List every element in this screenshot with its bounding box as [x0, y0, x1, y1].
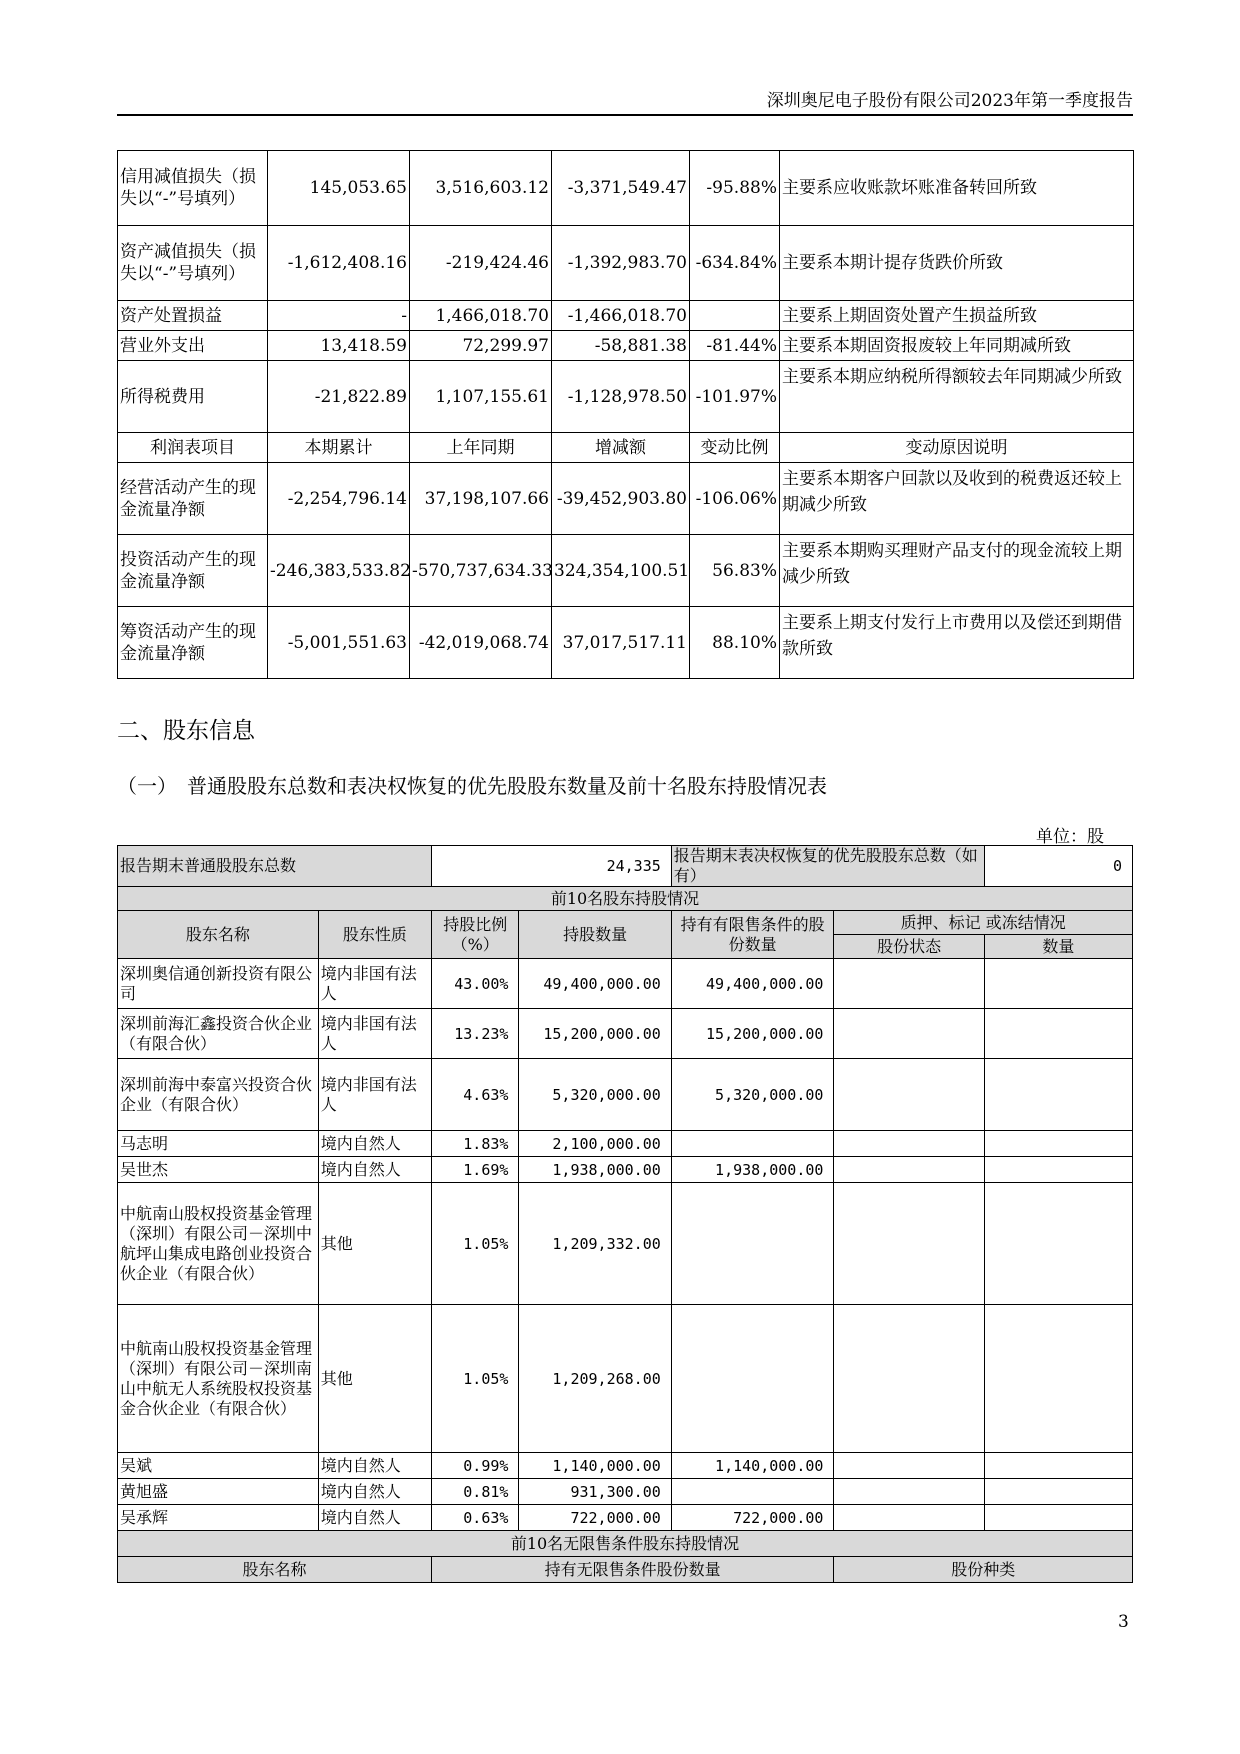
prior-value: 37,198,107.66 [410, 463, 552, 535]
summary-row [118, 846, 1133, 887]
holder-ratio: 1.69% [431, 1157, 518, 1183]
pledge-status [834, 1131, 984, 1157]
reason-text: 主要系本期购买理财产品支付的现金流较上期减少所致 [780, 535, 1134, 607]
total-holders-value: 24,335 [431, 846, 671, 887]
reason-text: 主要系应收账款坏账准备转回所致 [780, 151, 1134, 226]
table-row [118, 607, 1134, 679]
col-name: 股东名称 [118, 911, 319, 959]
bottom-col-name: 股东名称 [118, 1557, 432, 1583]
holder-name: 中航南山股权投资基金管理（深圳）有限公司－深圳南山中航无人系统股权投资基金合伙企业（有限合伙） [118, 1305, 319, 1453]
holder-name: 深圳前海中泰富兴投资合伙企业（有限合伙） [118, 1059, 319, 1131]
pledge-status [834, 1453, 984, 1479]
holder-ratio: 0.99% [431, 1453, 518, 1479]
table-row [118, 463, 1134, 535]
header-ratio: 变动比例 [690, 433, 780, 463]
col-pledge: 质押、标记 或冻结情况 [834, 911, 1133, 935]
top10-title: 前10名股东持股情况 [118, 887, 1133, 911]
section-subtitle: （一） 普通股股东总数和表决权恢复的优先股股东数量及前十名股东持股情况表 [117, 774, 827, 798]
page-number: 3 [1118, 1612, 1129, 1632]
pledge-status [834, 1059, 984, 1131]
pledge-status [834, 1505, 984, 1531]
item-label: 筹资活动产生的现金流量净额 [118, 607, 268, 679]
holder-restricted: 1,938,000.00 [671, 1157, 834, 1183]
holder-nature: 其他 [318, 1305, 431, 1453]
unit-label: 单位：股 [1036, 827, 1104, 847]
table-row [118, 1009, 1133, 1059]
pref-holders-label: 报告期末表决权恢复的优先股股东总数（如有） [671, 846, 984, 887]
table-row [118, 151, 1134, 226]
change-value: -3,371,549.47 [552, 151, 690, 226]
holder-nature: 境内自然人 [318, 1505, 431, 1531]
unlimited-title: 前10名无限售条件股东持股情况 [118, 1531, 1133, 1557]
table-row [118, 361, 1134, 433]
pledge-qty [984, 1479, 1132, 1505]
reason-text: 主要系上期支付发行上市费用以及偿还到期借款所致 [780, 607, 1134, 679]
holder-shares: 49,400,000.00 [519, 959, 671, 1009]
holder-name: 黄旭盛 [118, 1479, 319, 1505]
current-value: 145,053.65 [268, 151, 410, 226]
change-value: -1,128,978.50 [552, 361, 690, 433]
col-status: 股份状态 [834, 935, 984, 959]
pledge-qty [984, 1157, 1132, 1183]
holder-nature: 境内非国有法人 [318, 1009, 431, 1059]
changes-table [117, 150, 1134, 679]
prior-value: 72,299.97 [410, 331, 552, 361]
prior-value: 1,466,018.70 [410, 301, 552, 331]
ratio-value: -634.84% [690, 226, 780, 301]
item-label: 资产处置损益 [118, 301, 268, 331]
prior-value: 1,107,155.61 [410, 361, 552, 433]
holder-ratio: 0.63% [431, 1505, 518, 1531]
header-reason: 变动原因说明 [780, 433, 1134, 463]
holder-shares: 15,200,000.00 [519, 1009, 671, 1059]
reason-text: 主要系本期计提存货跌价所致 [780, 226, 1134, 301]
pledge-qty [984, 1131, 1132, 1157]
holder-nature: 境内非国有法人 [318, 1059, 431, 1131]
change-value: -1,466,018.70 [552, 301, 690, 331]
holder-ratio: 0.81% [431, 1479, 518, 1505]
prior-value: -570,737,634.33 [410, 535, 552, 607]
current-value: -246,383,533.82 [268, 535, 410, 607]
bottom-col-type: 股份种类 [834, 1557, 1133, 1583]
current-value: -21,822.89 [268, 361, 410, 433]
holder-nature: 境内自然人 [318, 1131, 431, 1157]
holder-nature: 其他 [318, 1183, 431, 1305]
pledge-status [834, 1157, 984, 1183]
total-holders-label: 报告期末普通股股东总数 [118, 846, 432, 887]
holder-restricted [671, 1131, 834, 1157]
pledge-qty [984, 1183, 1132, 1305]
current-value: -5,001,551.63 [268, 607, 410, 679]
holder-shares: 2,100,000.00 [519, 1131, 671, 1157]
change-value: 324,354,100.51 [552, 535, 690, 607]
holder-nature: 境内自然人 [318, 1479, 431, 1505]
holder-ratio: 1.05% [431, 1305, 518, 1453]
column-header-row [118, 1557, 1133, 1583]
item-label: 营业外支出 [118, 331, 268, 361]
table-header-row [118, 433, 1134, 463]
holder-shares: 1,209,332.00 [519, 1183, 671, 1305]
holder-ratio: 43.00% [431, 959, 518, 1009]
holder-restricted [671, 1479, 834, 1505]
table-row [118, 1305, 1133, 1453]
holder-nature: 境内自然人 [318, 1453, 431, 1479]
item-label: 所得税费用 [118, 361, 268, 433]
holder-shares: 931,300.00 [519, 1479, 671, 1505]
ratio-value: 56.83% [690, 535, 780, 607]
current-value: 13,418.59 [268, 331, 410, 361]
change-value: -1,392,983.70 [552, 226, 690, 301]
pledge-qty [984, 1305, 1132, 1453]
change-value: -58,881.38 [552, 331, 690, 361]
holder-ratio: 1.83% [431, 1131, 518, 1157]
ratio-value: -95.88% [690, 151, 780, 226]
pledge-qty [984, 959, 1132, 1009]
header-change: 增减额 [552, 433, 690, 463]
holder-restricted [671, 1183, 834, 1305]
current-value: -2,254,796.14 [268, 463, 410, 535]
reason-text: 主要系本期客户回款以及收到的税费返还较上期减少所致 [780, 463, 1134, 535]
holder-ratio: 13.23% [431, 1009, 518, 1059]
holder-shares: 722,000.00 [519, 1505, 671, 1531]
col-ratio: 持股比例（%） [431, 911, 518, 959]
pledge-status [834, 1183, 984, 1305]
holder-name: 深圳前海汇鑫投资合伙企业（有限合伙） [118, 1009, 319, 1059]
page-header [117, 88, 1133, 116]
reason-text: 主要系上期固资处置产生损益所致 [780, 301, 1134, 331]
pledge-status [834, 1479, 984, 1505]
holder-restricted: 49,400,000.00 [671, 959, 834, 1009]
holder-name: 吴承辉 [118, 1505, 319, 1531]
item-label: 资产减值损失（损失以“-”号填列） [118, 226, 268, 301]
section-row [118, 1531, 1133, 1557]
change-value: -39,452,903.80 [552, 463, 690, 535]
holder-ratio: 4.63% [431, 1059, 518, 1131]
holder-shares: 1,938,000.00 [519, 1157, 671, 1183]
ratio-value: 88.10% [690, 607, 780, 679]
table-row [118, 535, 1134, 607]
holder-name: 马志明 [118, 1131, 319, 1157]
holder-shares: 1,209,268.00 [519, 1305, 671, 1453]
pledge-qty [984, 1009, 1132, 1059]
current-value: -1,612,408.16 [268, 226, 410, 301]
prior-value: -219,424.46 [410, 226, 552, 301]
holder-restricted [671, 1305, 834, 1453]
table-row [118, 1183, 1133, 1305]
reason-text: 主要系本期应纳税所得额较去年同期减少所致 [780, 361, 1134, 433]
item-label: 经营活动产生的现金流量净额 [118, 463, 268, 535]
table-row [118, 1157, 1133, 1183]
prior-value: 3,516,603.12 [410, 151, 552, 226]
pledge-qty [984, 1059, 1132, 1131]
reason-text: 主要系本期固资报废较上年同期减所致 [780, 331, 1134, 361]
table-row [118, 1059, 1133, 1131]
holder-name: 吴世杰 [118, 1157, 319, 1183]
table-row [118, 301, 1134, 331]
header-prior: 上年同期 [410, 433, 552, 463]
report-title: 深圳奥尼电子股份有限公司2023年第一季度报告 [766, 91, 1133, 111]
holder-restricted: 15,200,000.00 [671, 1009, 834, 1059]
holder-restricted: 1,140,000.00 [671, 1453, 834, 1479]
ratio-value: -101.97% [690, 361, 780, 433]
item-label: 投资活动产生的现金流量净额 [118, 535, 268, 607]
holder-name: 吴斌 [118, 1453, 319, 1479]
current-value: - [268, 301, 410, 331]
column-header-row [118, 911, 1133, 935]
table-row [118, 959, 1133, 1009]
col-shares: 持股数量 [519, 911, 671, 959]
pledge-status [834, 1009, 984, 1059]
item-label: 信用减值损失（损失以“-”号填列） [118, 151, 268, 226]
holder-name: 中航南山股权投资基金管理（深圳）有限公司－深圳中航坪山集成电路创业投资合伙企业（有限合伙） [118, 1183, 319, 1305]
pledge-status [834, 959, 984, 1009]
holder-shares: 5,320,000.00 [519, 1059, 671, 1131]
pledge-qty [984, 1453, 1132, 1479]
pledge-qty [984, 1505, 1132, 1531]
shareholders-table [117, 845, 1133, 1583]
table-row [118, 1131, 1133, 1157]
ratio-value [690, 301, 780, 331]
holder-ratio: 1.05% [431, 1183, 518, 1305]
section-title: 二、股东信息 [117, 718, 255, 744]
col-restricted: 持有有限售条件的股份数量 [671, 911, 834, 959]
table-row [118, 331, 1134, 361]
holder-name: 深圳奥信通创新投资有限公司 [118, 959, 319, 1009]
holder-restricted: 5,320,000.00 [671, 1059, 834, 1131]
pref-holders-value: 0 [984, 846, 1132, 887]
pledge-status [834, 1305, 984, 1453]
table-row [118, 1479, 1133, 1505]
section-row [118, 887, 1133, 911]
table-row [118, 1453, 1133, 1479]
ratio-value: -106.06% [690, 463, 780, 535]
table-row [118, 1505, 1133, 1531]
prior-value: -42,019,068.74 [410, 607, 552, 679]
holder-nature: 境内自然人 [318, 1157, 431, 1183]
col-nature: 股东性质 [318, 911, 431, 959]
header-current: 本期累计 [268, 433, 410, 463]
holder-restricted: 722,000.00 [671, 1505, 834, 1531]
col-qty: 数量 [984, 935, 1132, 959]
bottom-col-qty: 持有无限售条件股份数量 [431, 1557, 833, 1583]
ratio-value: -81.44% [690, 331, 780, 361]
holder-shares: 1,140,000.00 [519, 1453, 671, 1479]
holder-nature: 境内非国有法人 [318, 959, 431, 1009]
header-item: 利润表项目 [118, 433, 268, 463]
table-row [118, 226, 1134, 301]
change-value: 37,017,517.11 [552, 607, 690, 679]
